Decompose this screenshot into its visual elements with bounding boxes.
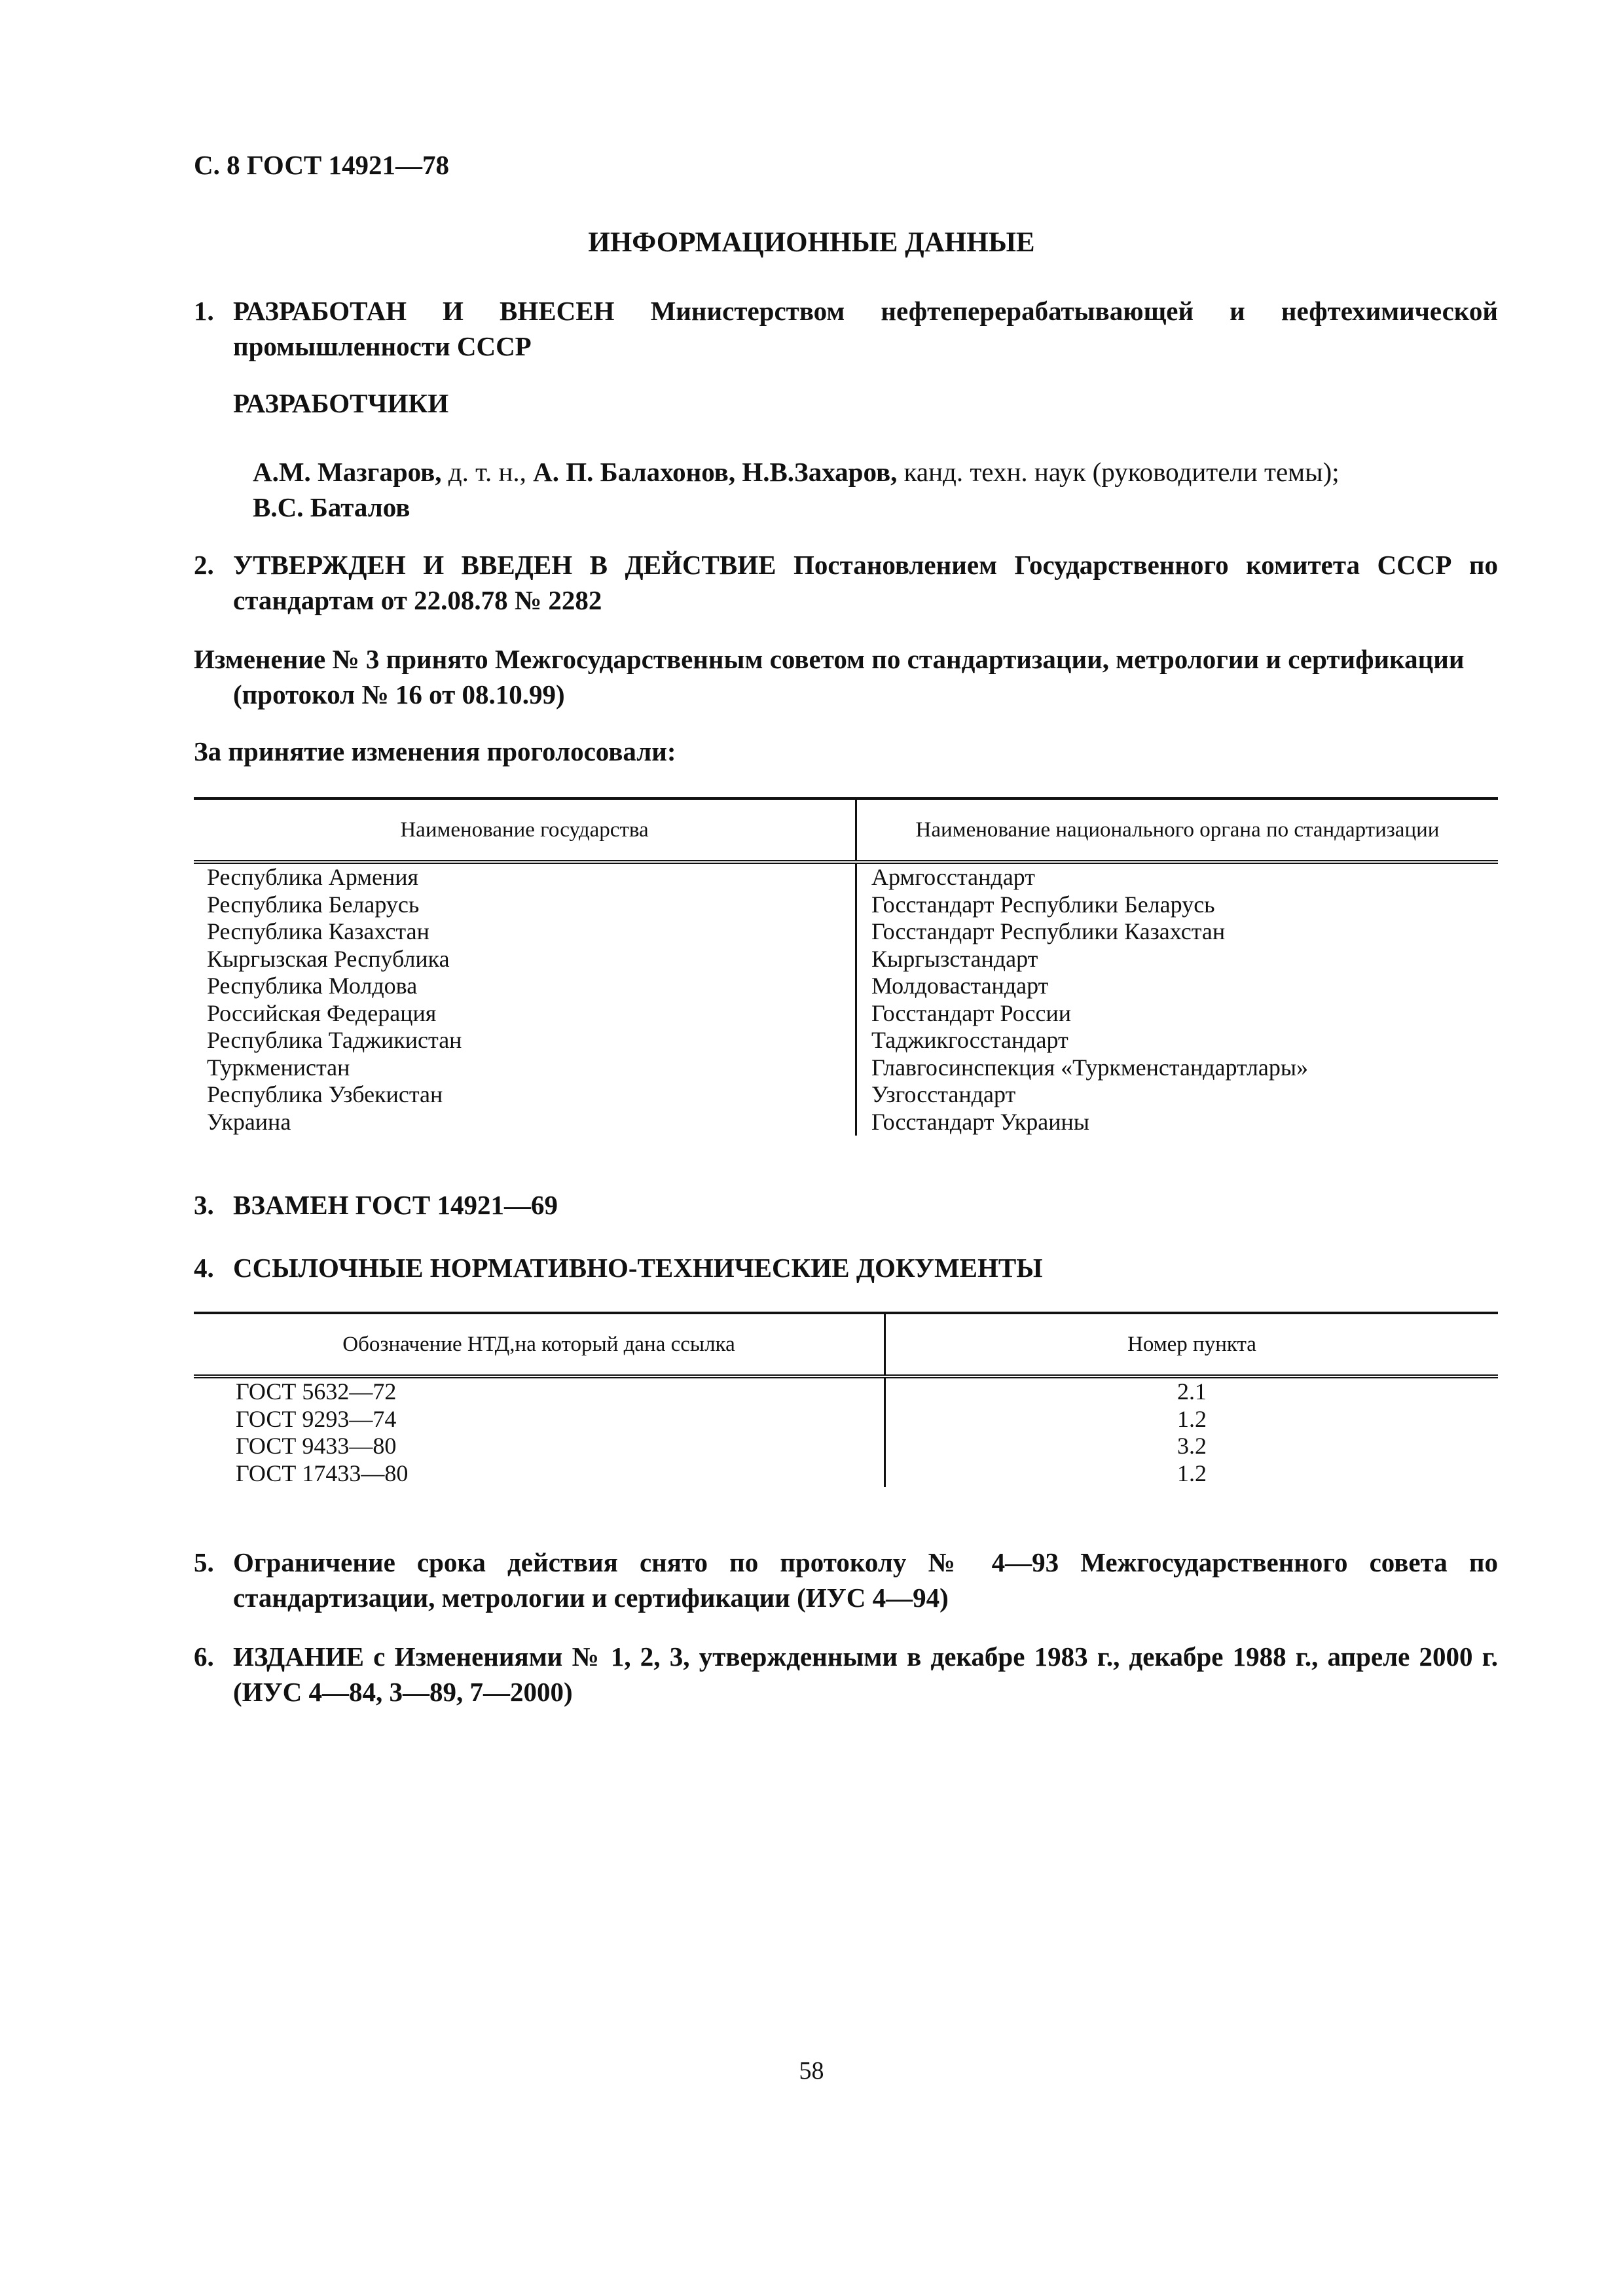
ref-document: ГОСТ 17433—80 bbox=[194, 1460, 885, 1488]
ref-clause: 1.2 bbox=[1177, 1405, 1207, 1432]
table-row bbox=[194, 1081, 1498, 1109]
developers-list bbox=[253, 454, 1497, 525]
table-row bbox=[194, 973, 1498, 1000]
state-name: Республика Молдова bbox=[194, 973, 856, 1000]
developers-heading: РАЗРАБОТЧИКИ bbox=[233, 388, 449, 418]
page-number: 58 bbox=[799, 2057, 824, 2085]
refs-col-header-document: Обозначение НТД,на который дана ссылка bbox=[194, 1313, 885, 1376]
table-row bbox=[194, 1027, 1498, 1054]
table-row bbox=[194, 1376, 1498, 1406]
item-2 bbox=[194, 547, 1498, 618]
item-1 bbox=[194, 293, 1498, 364]
developer-2-names: А. П. Балахонов, Н.В.Захаров, bbox=[533, 457, 898, 487]
table-row bbox=[194, 862, 1498, 891]
item-2-text: УТВЕРЖДЕН И ВВЕДЕН В ДЕЙСТВИЕ Постановлением Государственного комитета СССР по стандартам от 22.08.78 № 2282 bbox=[233, 550, 1498, 615]
states-table bbox=[194, 797, 1498, 1136]
item-1-number: 1. bbox=[194, 296, 214, 326]
table-row bbox=[194, 1406, 1498, 1433]
item-5-number: 5. bbox=[194, 1547, 214, 1577]
voted-label: За принятие изменения проголосовали: bbox=[194, 736, 676, 766]
standards-body: Госстандарт Республики Казахстан bbox=[871, 918, 1226, 944]
state-name: Республика Казахстан bbox=[194, 918, 856, 946]
state-name: Республика Армения bbox=[194, 862, 856, 891]
developer-1-name: А.М. Мазгаров, bbox=[253, 457, 442, 487]
standards-body: Молдовастандарт bbox=[871, 973, 1049, 999]
state-name: Республика Таджикистан bbox=[194, 1027, 856, 1054]
table-row bbox=[194, 1460, 1498, 1488]
developer-3-name: В.С. Баталов bbox=[253, 492, 410, 522]
developer-2-degree: канд. техн. наук (руководители темы); bbox=[897, 457, 1340, 487]
standards-body: Кыргызстандарт bbox=[871, 945, 1038, 972]
item-4-text: ССЫЛОЧНЫЕ НОРМАТИВНО-ТЕХНИЧЕСКИЕ ДОКУМЕНТЫ bbox=[233, 1253, 1043, 1283]
amendment-line-2: (протокол № 16 от 08.10.99) bbox=[233, 679, 565, 709]
state-name: Туркменистан bbox=[194, 1054, 856, 1082]
item-3 bbox=[194, 1187, 1498, 1223]
table-row bbox=[194, 946, 1498, 973]
ref-document: ГОСТ 5632—72 bbox=[194, 1376, 885, 1406]
item-6 bbox=[194, 1639, 1498, 1710]
standards-body: Армгосстандарт bbox=[871, 864, 1035, 890]
state-name: Республика Узбекистан bbox=[194, 1081, 856, 1109]
references-table bbox=[194, 1312, 1498, 1487]
standards-body: Главгосинспекция «Туркменстандартлары» bbox=[871, 1054, 1309, 1081]
standards-body: Госстандарт России bbox=[871, 999, 1071, 1026]
item-5-text: Ограничение срока действия снято по протоколу № 4—93 Межгосударственного совета по стандартизации, метрологии и сертификации (ИУС 4—94) bbox=[233, 1547, 1498, 1613]
ref-clause: 1.2 bbox=[1177, 1460, 1207, 1486]
table-row bbox=[194, 1054, 1498, 1082]
standards-body: Узгосстандарт bbox=[871, 1081, 1016, 1107]
item-5 bbox=[194, 1545, 1498, 1615]
refs-col-header-clause: Номер пункта bbox=[885, 1313, 1499, 1376]
ref-document: ГОСТ 9293—74 bbox=[194, 1406, 885, 1433]
state-name: Республика Беларусь bbox=[194, 891, 856, 919]
table-row bbox=[194, 1109, 1498, 1136]
state-name: Кыргызская Республика bbox=[194, 946, 856, 973]
state-name: Российская Федерация bbox=[194, 1000, 856, 1028]
standards-body: Госстандарт Республики Беларусь bbox=[871, 891, 1215, 918]
item-4 bbox=[194, 1250, 1498, 1285]
ref-clause: 3.2 bbox=[1177, 1433, 1207, 1459]
states-col-header-state: Наименование государства bbox=[194, 798, 856, 862]
page-title: ИНФОРМАЦИОННЫЕ ДАННЫЕ bbox=[588, 227, 1035, 258]
table-row bbox=[194, 1000, 1498, 1028]
ref-document: ГОСТ 9433—80 bbox=[194, 1433, 885, 1460]
item-3-text: ВЗАМЕН ГОСТ 14921—69 bbox=[233, 1190, 558, 1220]
ref-clause: 2.1 bbox=[1177, 1378, 1207, 1405]
item-4-number: 4. bbox=[194, 1253, 214, 1283]
state-name: Украина bbox=[194, 1109, 856, 1136]
item-2-number: 2. bbox=[194, 550, 214, 580]
amendment-note bbox=[194, 641, 1498, 712]
states-col-header-body: Наименование национального органа по стандартизации bbox=[856, 798, 1499, 862]
table-row bbox=[194, 891, 1498, 919]
table-row bbox=[194, 1433, 1498, 1460]
item-6-number: 6. bbox=[194, 1641, 214, 1672]
standards-body: Таджикгосстандарт bbox=[871, 1027, 1068, 1053]
standards-body: Госстандарт Украины bbox=[871, 1108, 1089, 1135]
amendment-line-1: Изменение № 3 принято Межгосударственным советом по стандартизации, метрологии и сертификации bbox=[194, 644, 1465, 674]
developer-1-degree: д. т. н., bbox=[441, 457, 534, 487]
table-row bbox=[194, 918, 1498, 946]
item-1-text: РАЗРАБОТАН И ВНЕСЕН Министерством нефтеперерабатывающей и нефтехимической промышленности СССР bbox=[233, 296, 1498, 361]
page-header: С. 8 ГОСТ 14921—78 bbox=[194, 150, 450, 180]
item-6-text: ИЗДАНИЕ с Изменениями № 1, 2, 3, утвержденными в декабре 1983 г., декабре 1988 г., апреле 2000 г. (ИУС 4—84, 3—89, 7—2000) bbox=[233, 1641, 1498, 1707]
item-3-number: 3. bbox=[194, 1190, 214, 1220]
